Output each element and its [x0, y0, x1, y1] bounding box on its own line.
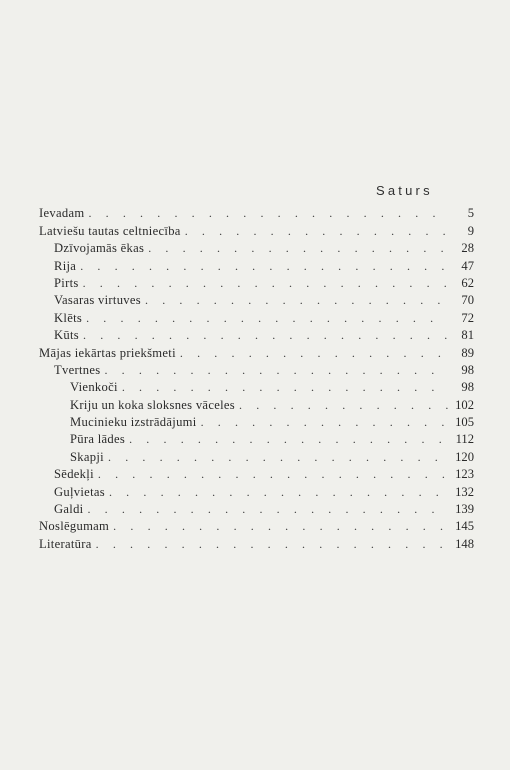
- toc-entry-label: Mucinieku izstrādājumi: [70, 415, 197, 430]
- toc-entry: [39, 534, 474, 551]
- toc-entry: [39, 413, 474, 430]
- dot-leader: [180, 346, 448, 361]
- toc-entry-label: Vasaras virtuves: [54, 293, 141, 308]
- toc-entry-label: Pūra lādes: [70, 432, 126, 447]
- toc-entry-page: 9: [467, 223, 474, 238]
- toc-entry-label: Skapji: [70, 449, 104, 464]
- toc-entry-page: 145: [455, 519, 474, 534]
- toc-entry-page: 70: [461, 293, 474, 308]
- toc-entry-page: 102: [455, 397, 474, 412]
- toc-entry-label: Galdi: [54, 502, 84, 517]
- dot-leader: [109, 485, 448, 500]
- toc-heading: Saturs: [376, 183, 433, 198]
- toc-entry: [39, 274, 474, 291]
- dot-leader: [113, 519, 448, 534]
- toc-entry-page: 123: [455, 467, 474, 482]
- toc-entry-page: 98: [461, 362, 474, 377]
- toc-entry-label: Vienkoči: [70, 380, 118, 395]
- toc-entry-label: Kriju un koka sloksnes vāceles: [70, 397, 235, 412]
- toc-entry-label: Tvertnes: [54, 362, 101, 377]
- toc-entry-label: Mājas iekārtas priekšmeti: [39, 345, 176, 360]
- toc-entry-page: 81: [461, 328, 474, 343]
- toc-entry: [39, 447, 474, 464]
- toc-entry: [39, 239, 474, 256]
- toc-entry-label: Dzīvojamās ēkas: [54, 241, 145, 256]
- dot-leader: [83, 276, 448, 291]
- toc-entry-label: Latviešu tautas celtniecība: [39, 223, 181, 238]
- toc-entry-page: 98: [461, 380, 474, 395]
- toc-entry: [39, 326, 474, 343]
- toc-entry-label: Noslēgumam: [39, 519, 110, 534]
- toc-entry: [39, 204, 474, 221]
- dot-leader: [122, 380, 448, 395]
- dot-leader: [96, 537, 448, 552]
- dot-leader: [88, 206, 448, 221]
- toc-entry-label: Ievadam: [39, 206, 85, 221]
- toc-entry-label: Kūts: [54, 328, 79, 343]
- toc-entry-label: Rija: [54, 258, 77, 273]
- toc-entry-page: 120: [455, 449, 474, 464]
- dot-leader: [201, 415, 448, 430]
- toc-entry: [39, 378, 474, 395]
- dot-leader: [98, 467, 448, 482]
- dot-leader: [148, 241, 448, 256]
- toc-entry: [39, 291, 474, 308]
- dot-leader: [87, 502, 448, 517]
- dot-leader: [108, 450, 448, 465]
- toc-entry-page: 5: [467, 206, 474, 221]
- toc-entry-page: 148: [455, 536, 474, 551]
- toc-entry-page: 89: [461, 345, 474, 360]
- dot-leader: [104, 363, 448, 378]
- toc-entry-page: 139: [455, 502, 474, 517]
- toc-entry: [39, 430, 474, 447]
- toc-entry-page: 62: [461, 275, 474, 290]
- dot-leader: [83, 328, 448, 343]
- toc-entry-label: Literatūra: [39, 536, 92, 551]
- toc-entry-page: 112: [455, 432, 474, 447]
- toc-entry-page: 72: [461, 310, 474, 325]
- toc-entry: [39, 361, 474, 378]
- toc-entry: [39, 517, 474, 534]
- toc-entry: [39, 482, 474, 499]
- toc-entry: [39, 395, 474, 412]
- toc-entry: [39, 308, 474, 325]
- toc-entry: [39, 343, 474, 360]
- dot-leader: [145, 293, 448, 308]
- dot-leader: [239, 398, 448, 413]
- dot-leader: [185, 224, 448, 239]
- dot-leader: [129, 432, 448, 447]
- toc-entry-label: Guļvietas: [54, 484, 105, 499]
- toc-entry-label: Klēts: [54, 310, 83, 325]
- table-of-contents: [39, 204, 474, 552]
- dot-leader: [80, 259, 448, 274]
- toc-entry-label: Sēdekļi: [54, 467, 94, 482]
- toc-entry: [39, 256, 474, 273]
- toc-entry: [39, 500, 474, 517]
- toc-entry-page: 105: [455, 415, 474, 430]
- toc-entry-page: 28: [461, 241, 474, 256]
- toc-entry-page: 132: [455, 484, 474, 499]
- dot-leader: [86, 311, 448, 326]
- toc-entry-label: Pirts: [54, 275, 79, 290]
- toc-entry-page: 47: [461, 258, 474, 273]
- toc-entry: [39, 465, 474, 482]
- toc-entry: [39, 221, 474, 238]
